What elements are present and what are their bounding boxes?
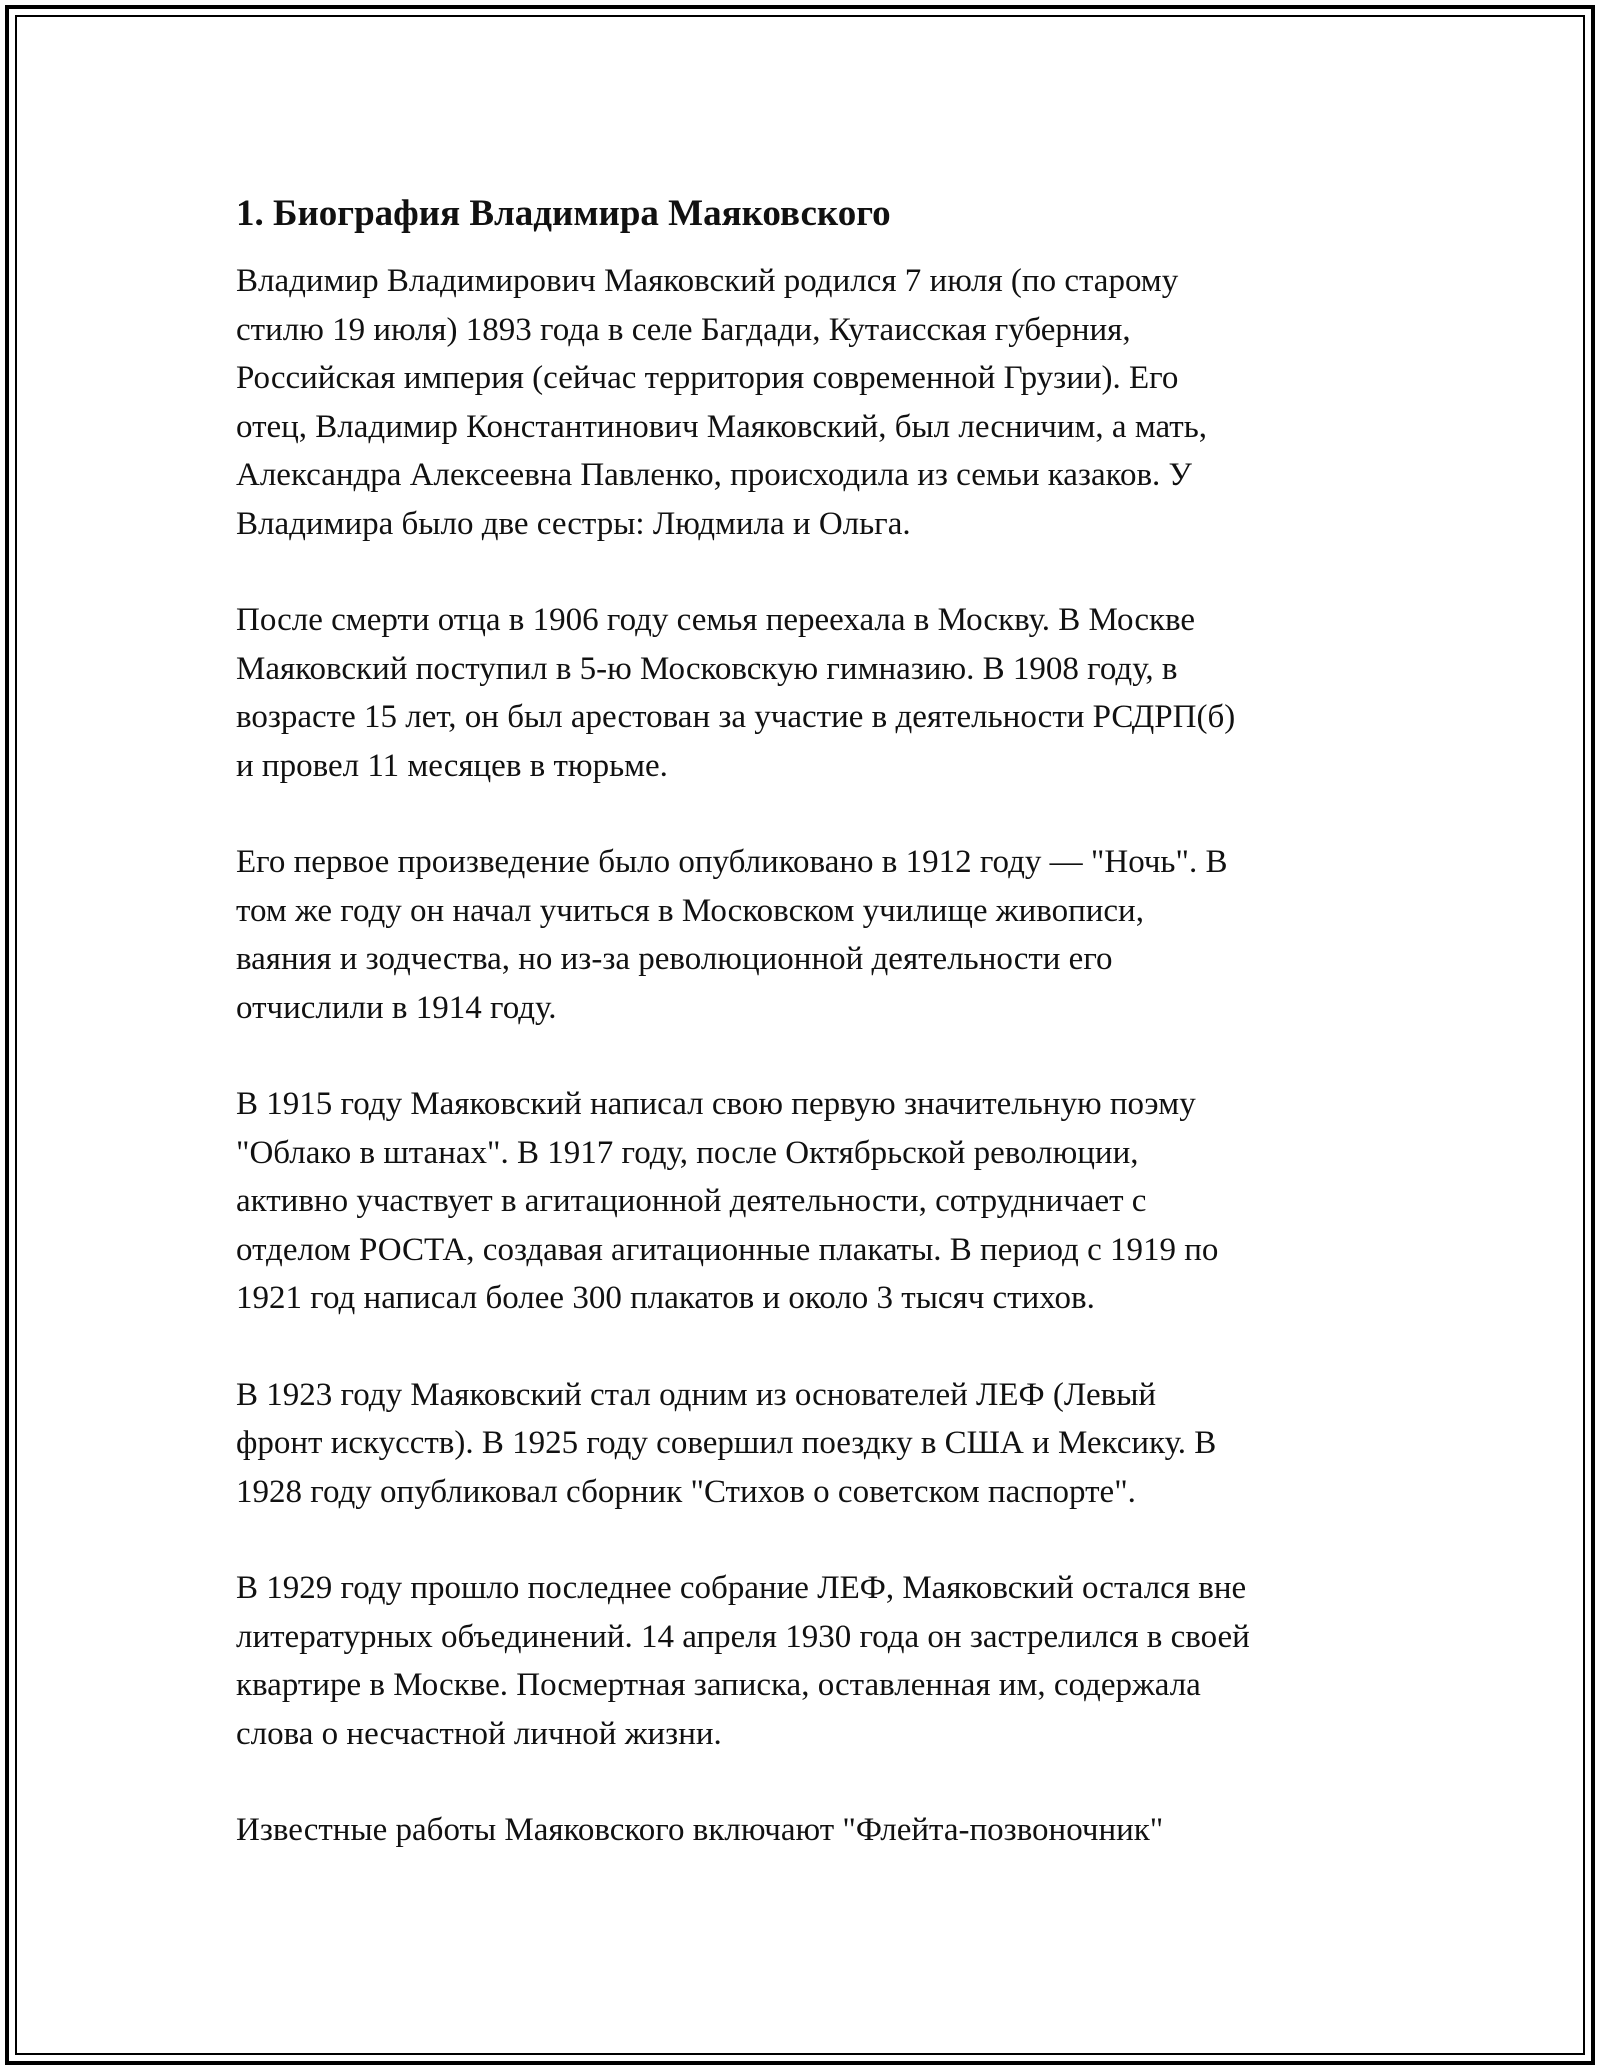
paragraph-line: квартире в Москве. Посмертная записка, оставленная им, содержала: [236, 1667, 1201, 1703]
paragraph: [236, 1371, 1376, 1517]
paragraph-line: 1921 год написал более 300 плакатов и около 3 тысяч стихов.: [236, 1280, 1095, 1316]
paragraph: [236, 257, 1376, 548]
paragraph-line: литературных объединений. 14 апреля 1930 года он застрелился в своей: [236, 1618, 1250, 1655]
paragraph: [236, 1080, 1376, 1323]
paragraph-line: возрасте 15 лет, он был арестован за участие в деятельности РСДРП(б): [236, 699, 1236, 735]
paragraph-line: В 1929 году прошло последнее собрание ЛЕФ, Маяковский остался вне: [236, 1570, 1247, 1606]
paragraph-line: Александра Алексеевна Павленко, происходила из семьи казаков. У: [236, 457, 1192, 493]
paragraph-line: Владимир Владимирович Маяковский родился 7 июля (по старому: [236, 263, 1179, 299]
paragraph-line: Его первое произведение было опубликовано в 1912 году — "Ночь". В: [236, 844, 1228, 880]
paragraph-line: Маяковский поступил в 5-ю Московскую гимназию. В 1908 году, в: [236, 650, 1178, 687]
paragraph-line: активно участвует в агитационной деятельности, сотрудничает с: [236, 1183, 1147, 1219]
paragraph-line: фронт искусств). В 1925 году совершил поездку в США и Мексику. В: [236, 1425, 1217, 1461]
paragraph-line: Владимира было две сестры: Людмила и Ольга.: [236, 505, 911, 542]
paragraph-line: отчислили в 1914 году.: [236, 989, 557, 1026]
paragraph-line: В 1923 году Маяковский стал одним из основателей ЛЕФ (Левый: [236, 1376, 1157, 1413]
paragraph-line: После смерти отца в 1906 году семья переехала в Москву. В Москве: [236, 602, 1196, 638]
paragraph-line: 1928 году опубликовал сборник "Стихов о советском паспорте".: [236, 1473, 1136, 1510]
paragraph-line: отделом РОСТА, создавая агитационные плакаты. В период с 1919 по: [236, 1231, 1219, 1268]
paragraph-line: В 1915 году Маяковский написал свою первую значительную поэму: [236, 1086, 1196, 1122]
paragraph-line: отец, Владимир Константинович Маяковский, был лесничим, а мать,: [236, 408, 1208, 445]
paragraph-line: стилю 19 июля) 1893 года в селе Багдади, Кутаисская губерния,: [236, 311, 1131, 348]
paragraph-line: Известные работы Маяковского включают "Флейта-позвоночник": [236, 1812, 1164, 1848]
paragraph: [236, 1564, 1376, 1758]
paragraph-line: Российская империя (сейчас территория современной Грузии). Его: [236, 360, 1179, 396]
document-body: [236, 185, 1376, 1903]
paragraph: [236, 1806, 1376, 1855]
paragraph-line: "Облако в штанах". В 1917 году, после Октябрьской революции,: [236, 1134, 1139, 1171]
paragraph: [236, 838, 1376, 1032]
paragraph-line: ваяния и зодчества, но из-за революционной деятельности его: [236, 941, 1113, 977]
paragraph-line: и провел 11 месяцев в тюрьме.: [236, 747, 668, 784]
paragraph-line: слова о несчастной личной жизни.: [236, 1715, 722, 1752]
paragraph: [236, 596, 1376, 790]
paragraph-line: том же году он начал учиться в Московском училище живописи,: [236, 892, 1144, 929]
paragraph-list: [236, 257, 1376, 1855]
document-title: 1. Биография Владимира Маяковского: [236, 193, 891, 234]
